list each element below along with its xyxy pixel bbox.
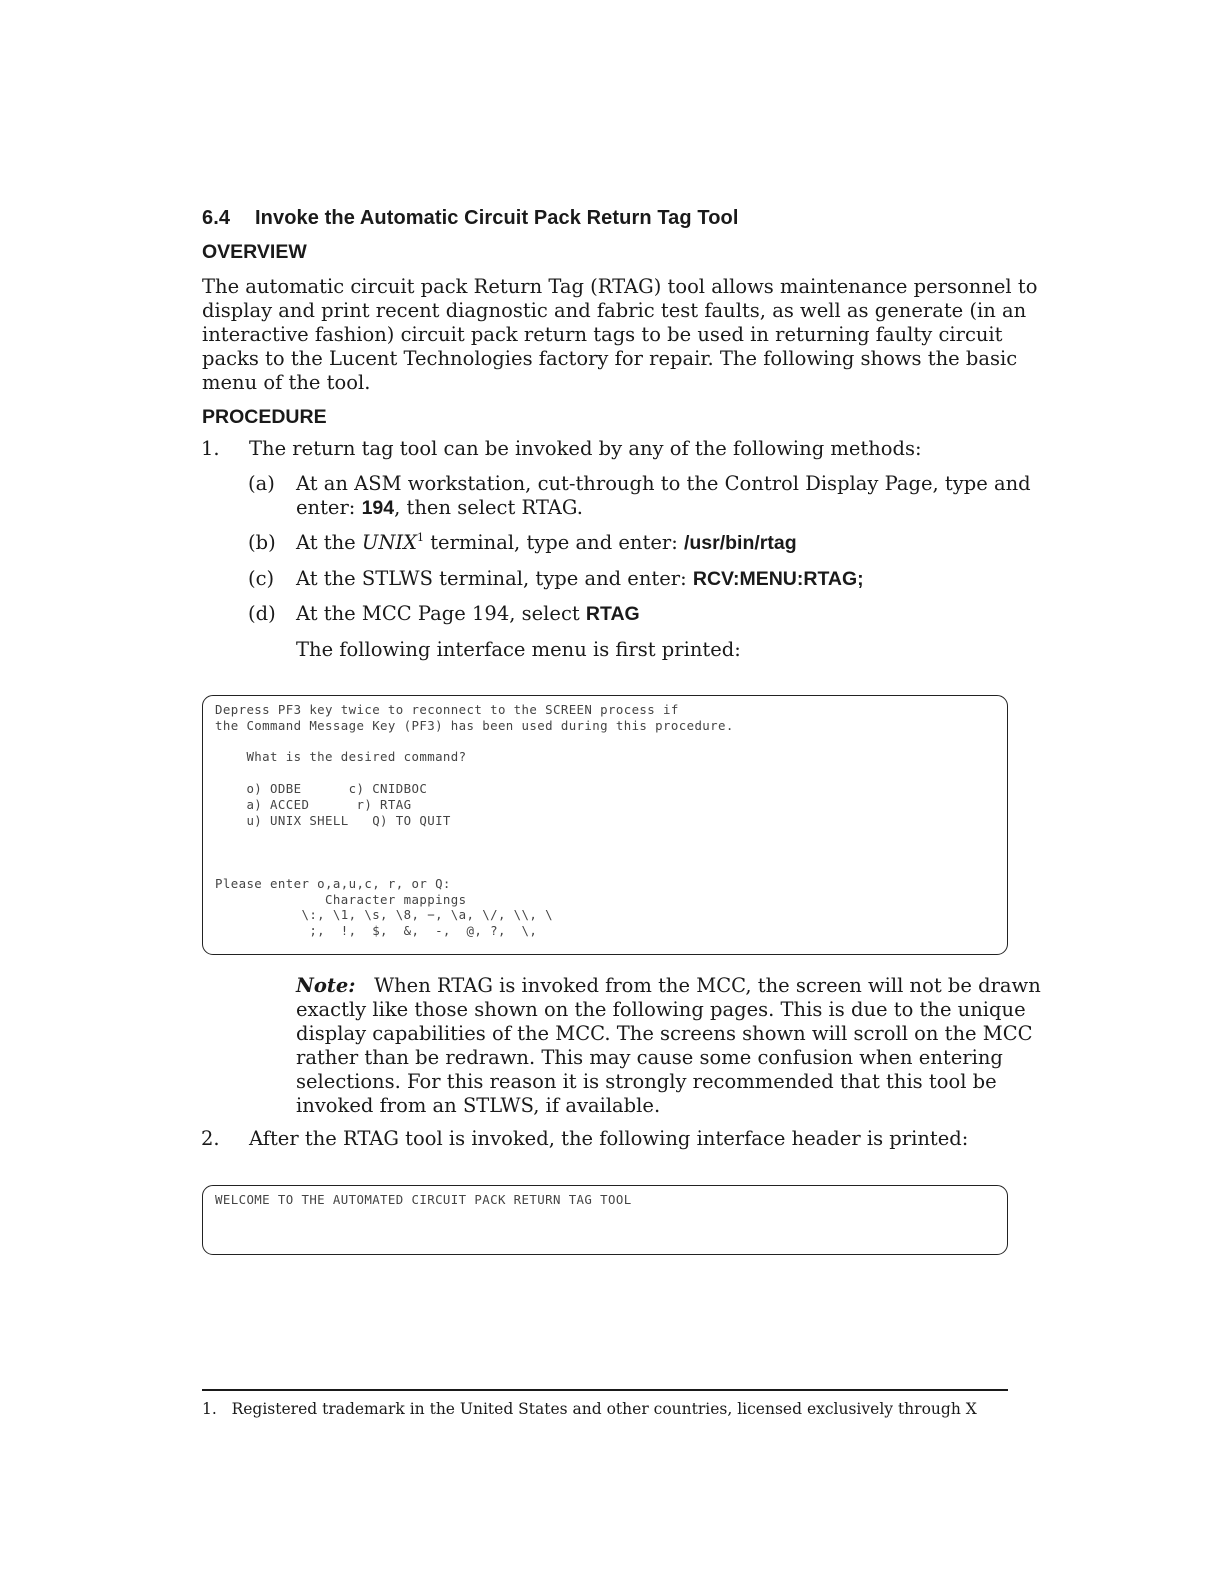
step-1c-pre: At the STLWS terminal, type and enter:	[296, 567, 693, 590]
section-title: Invoke the Automatic Circuit Pack Return Tag Tool	[255, 207, 739, 229]
screen-line: What is the desired command?	[215, 749, 467, 765]
screen-line: ;, !, $, &, -, @, ?, \,	[215, 923, 538, 939]
step-1c	[248, 567, 864, 591]
step-2-number: 2.	[201, 1127, 220, 1150]
overview-line: display and print recent diagnostic and fabric test faults, as well as generate (in an	[202, 299, 1027, 322]
command-rcv-menu-rtag: RCV:MENU:RTAG;	[692, 568, 864, 590]
command-194: 194	[361, 497, 395, 519]
step-1-after: The following interface menu is first printed:	[296, 638, 741, 661]
step-2	[201, 1127, 969, 1151]
unix-term: UNIX	[361, 531, 418, 554]
screen-line: a) ACCED r) RTAG	[215, 796, 412, 812]
screen-line	[215, 765, 1007, 781]
note-line: exactly like those shown on the following pages. This is due to the unique	[296, 998, 1026, 1021]
screen-line: \:, \1, \s, \8, −, \a, \/, \\, \	[215, 907, 553, 923]
terminal-screen-menu	[202, 695, 1008, 955]
step-1a-line1: At an ASM workstation, cut-through to the Control Display Page, type and	[296, 472, 1031, 495]
overview-paragraph	[202, 275, 1037, 395]
footnote-number: 1.	[202, 1400, 217, 1418]
section-heading	[202, 207, 738, 230]
screen-line: Depress PF3 key twice to reconnect to the SCREEN process if	[215, 702, 679, 717]
command-usr-bin-rtag: /usr/bin/rtag	[683, 532, 797, 554]
note-line: invoked from an STLWS, if available.	[296, 1094, 661, 1117]
footnote-text: Registered trademark in the United States and other countries, licensed exclusively through X	[231, 1400, 977, 1418]
footnote	[202, 1400, 977, 1418]
step-1b	[248, 530, 797, 555]
step-1d-label: (d)	[248, 602, 276, 625]
step-1c-label: (c)	[248, 567, 275, 590]
terminal-screen-header	[202, 1185, 1008, 1255]
screen-header-text: WELCOME TO THE AUTOMATED CIRCUIT PACK RETURN TAG TOOL	[215, 1192, 632, 1207]
screen-line: o) ODBE c) CNIDBOC	[215, 780, 428, 796]
note-label: Note:	[296, 974, 356, 997]
note-line	[296, 974, 1041, 998]
step-1b-pre: At the	[296, 531, 362, 554]
overview-heading: OVERVIEW	[202, 241, 307, 263]
step-1b-mid: terminal, type and enter:	[424, 531, 684, 554]
overview-line: The automatic circuit pack Return Tag (RTAG) tool allows maintenance personnel to	[202, 275, 1038, 298]
step-1-text: The return tag tool can be invoked by any of the following methods:	[249, 437, 922, 460]
step-2-text: After the RTAG tool is invoked, the following interface header is printed:	[249, 1127, 969, 1150]
note-line: display capabilities of the MCC. The screens shown will scroll on the MCC	[296, 1022, 1033, 1045]
note-line: selections. For this reason it is strongly recommended that this tool be	[296, 1070, 997, 1093]
screen-line: Please enter o,a,u,c, r, or Q:	[215, 875, 451, 891]
step-1a-pre: enter:	[296, 496, 362, 519]
step-1-number: 1.	[201, 437, 220, 460]
step-1a-line2	[296, 496, 1031, 520]
procedure-heading: PROCEDURE	[202, 406, 327, 428]
note-line: rather than be redrawn. This may cause some confusion when entering	[296, 1046, 1003, 1069]
step-1b-label: (b)	[248, 531, 276, 554]
section-number: 6.4	[202, 207, 231, 229]
screen-line	[215, 828, 1007, 844]
note-text: When RTAG is invoked from the MCC, the screen will not be drawn	[374, 974, 1041, 997]
command-rtag: RTAG	[585, 603, 640, 625]
step-1a-label: (a)	[248, 472, 275, 495]
screen-line: the Command Message Key (PF3) has been used during this procedure.	[215, 717, 734, 733]
footnote-ref: 1	[417, 530, 425, 544]
overview-line: menu of the tool.	[202, 371, 371, 394]
screen-line: u) UNIX SHELL Q) TO QUIT	[215, 812, 451, 828]
step-1a	[248, 472, 1031, 520]
screen-line	[215, 860, 1007, 876]
overview-line: interactive fashion) circuit pack return tags to be used in returning faulty circuit	[202, 323, 1003, 346]
screen-line: Character mappings	[215, 891, 467, 907]
step-1a-post: , then select RTAG.	[394, 496, 583, 519]
screen-line	[215, 734, 1007, 750]
footnote-rule	[202, 1389, 1008, 1391]
step-1	[201, 437, 922, 461]
note-block	[296, 974, 1041, 1118]
screen-line	[215, 844, 1007, 860]
step-1d	[248, 602, 640, 626]
step-1d-pre: At the MCC Page 194, select	[296, 602, 586, 625]
overview-line: packs to the Lucent Technologies factory for repair. The following shows the basic	[202, 347, 1018, 370]
